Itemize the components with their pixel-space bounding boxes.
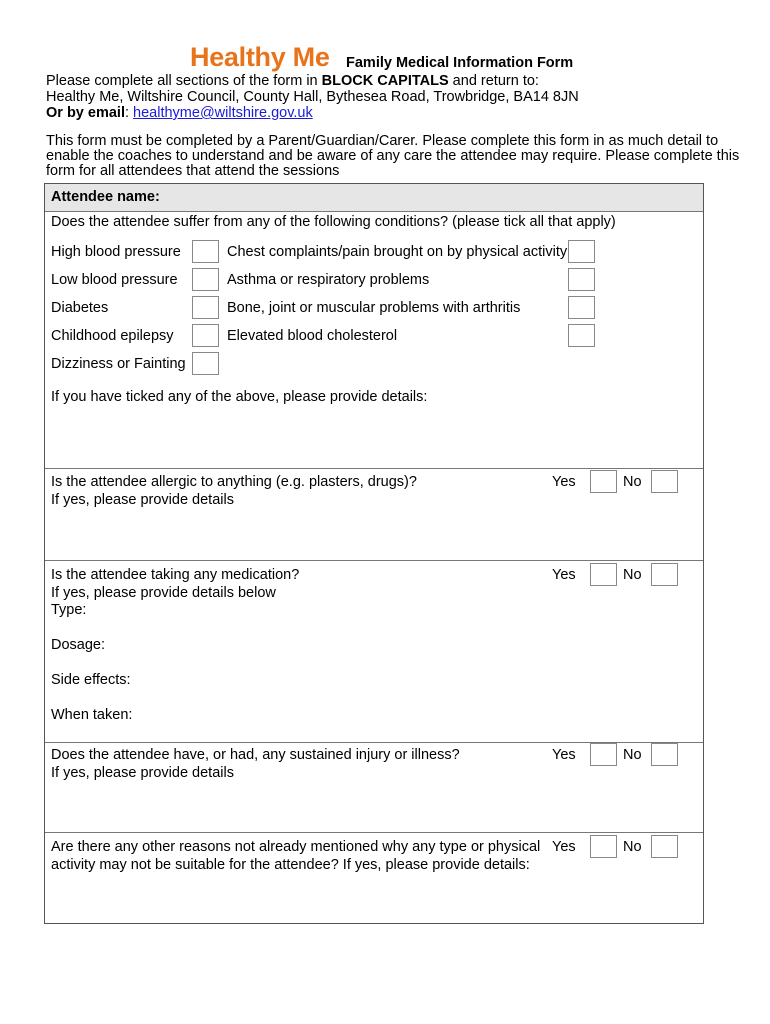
other-yes-checkbox[interactable]	[590, 835, 617, 858]
other-no-label: No	[623, 839, 642, 855]
medication-yes-checkbox[interactable]	[590, 563, 617, 586]
checkbox-elevated-cholesterol[interactable]	[568, 324, 595, 347]
intro-block-capitals: BLOCK CAPITALS	[321, 73, 449, 89]
row-divider-4	[45, 832, 703, 833]
intro-email-line	[46, 105, 313, 122]
row-divider-1	[45, 468, 703, 469]
medication-when-taken-label: When taken:	[51, 707, 133, 723]
checkbox-dizziness[interactable]	[192, 352, 219, 375]
checkbox-bone-joint[interactable]	[568, 296, 595, 319]
instructions-line-2: enable the coaches to understand and be aware of any care the attendee may require. Please complete this	[46, 148, 740, 164]
condition-asthma: Asthma or respiratory problems	[227, 272, 430, 288]
other-question-line-2: activity may not be suitable for the attendee? If yes, please provide details:	[51, 857, 530, 873]
allergy-no-label: No	[623, 474, 642, 490]
checkbox-high-blood-pressure[interactable]	[192, 240, 219, 263]
checkbox-childhood-epilepsy[interactable]	[192, 324, 219, 347]
email-label: Or by email	[46, 105, 125, 121]
medication-question: Is the attendee taking any medication?	[51, 567, 300, 583]
email-link[interactable]: healthyme@wiltshire.gov.uk	[133, 105, 313, 121]
allergy-no-checkbox[interactable]	[651, 470, 678, 493]
checkbox-asthma[interactable]	[568, 268, 595, 291]
instructions-line-1: This form must be completed by a Parent/Guardian/Carer. Please complete this form in as much detail to	[46, 133, 719, 149]
medication-yes-label: Yes	[552, 567, 576, 583]
medication-no-checkbox[interactable]	[651, 563, 678, 586]
email-colon: :	[124, 105, 134, 121]
intro-line-1-suffix: and return to:	[448, 73, 539, 89]
medication-side-effects-label: Side effects:	[51, 672, 131, 688]
condition-childhood-epilepsy: Childhood epilepsy	[51, 328, 174, 344]
condition-diabetes: Diabetes	[51, 300, 109, 316]
medical-form-box	[44, 183, 704, 924]
medication-details-prompt: If yes, please provide details below	[51, 585, 276, 601]
attendee-name-label: Attendee name:	[51, 189, 160, 205]
medication-dosage-label: Dosage:	[51, 637, 106, 653]
intro-line-1-prefix: Please complete all sections of the form in	[46, 73, 322, 89]
checkbox-chest-complaints[interactable]	[568, 240, 595, 263]
allergy-question: Is the attendee allergic to anything (e.g. plasters, drugs)?	[51, 474, 417, 490]
intro-address: Healthy Me, Wiltshire Council, County Hall, Bythesea Road, Trowbridge, BA14 8JN	[46, 89, 579, 105]
condition-dizziness: Dizziness or Fainting	[51, 356, 186, 372]
allergy-yes-checkbox[interactable]	[590, 470, 617, 493]
condition-low-blood-pressure: Low blood pressure	[51, 272, 178, 288]
injury-no-checkbox[interactable]	[651, 743, 678, 766]
injury-yes-label: Yes	[552, 747, 576, 763]
allergy-yes-label: Yes	[552, 474, 576, 490]
allergy-details-prompt: If yes, please provide details	[51, 492, 234, 508]
brand-logo-text: Healthy Me	[190, 42, 330, 72]
row-divider-2	[45, 560, 703, 561]
injury-question: Does the attendee have, or had, any sustained injury or illness?	[51, 747, 460, 763]
condition-chest-complaints: Chest complaints/pain brought on by physical activity	[227, 244, 568, 260]
instructions-line-3: form for all attendees that attend the sessions	[46, 163, 340, 179]
checkbox-diabetes[interactable]	[192, 296, 219, 319]
form-title: Family Medical Information Form	[346, 55, 574, 71]
injury-no-label: No	[623, 747, 642, 763]
injury-details-prompt: If yes, please provide details	[51, 765, 234, 781]
checkbox-low-blood-pressure[interactable]	[192, 268, 219, 291]
medication-type-label: Type:	[51, 602, 87, 618]
condition-bone-joint: Bone, joint or muscular problems with arthritis	[227, 300, 521, 316]
other-no-checkbox[interactable]	[651, 835, 678, 858]
medication-no-label: No	[623, 567, 642, 583]
conditions-details-prompt: If you have ticked any of the above, please provide details:	[51, 389, 428, 405]
other-yes-label: Yes	[552, 839, 576, 855]
injury-yes-checkbox[interactable]	[590, 743, 617, 766]
condition-elevated-cholesterol: Elevated blood cholesterol	[227, 328, 398, 344]
conditions-prompt: Does the attendee suffer from any of the following conditions? (please tick all that apply)	[51, 214, 616, 230]
other-question-line-1: Are there any other reasons not already mentioned why any type or physical	[51, 839, 541, 855]
intro-line-1	[46, 73, 539, 90]
condition-high-blood-pressure: High blood pressure	[51, 244, 181, 260]
